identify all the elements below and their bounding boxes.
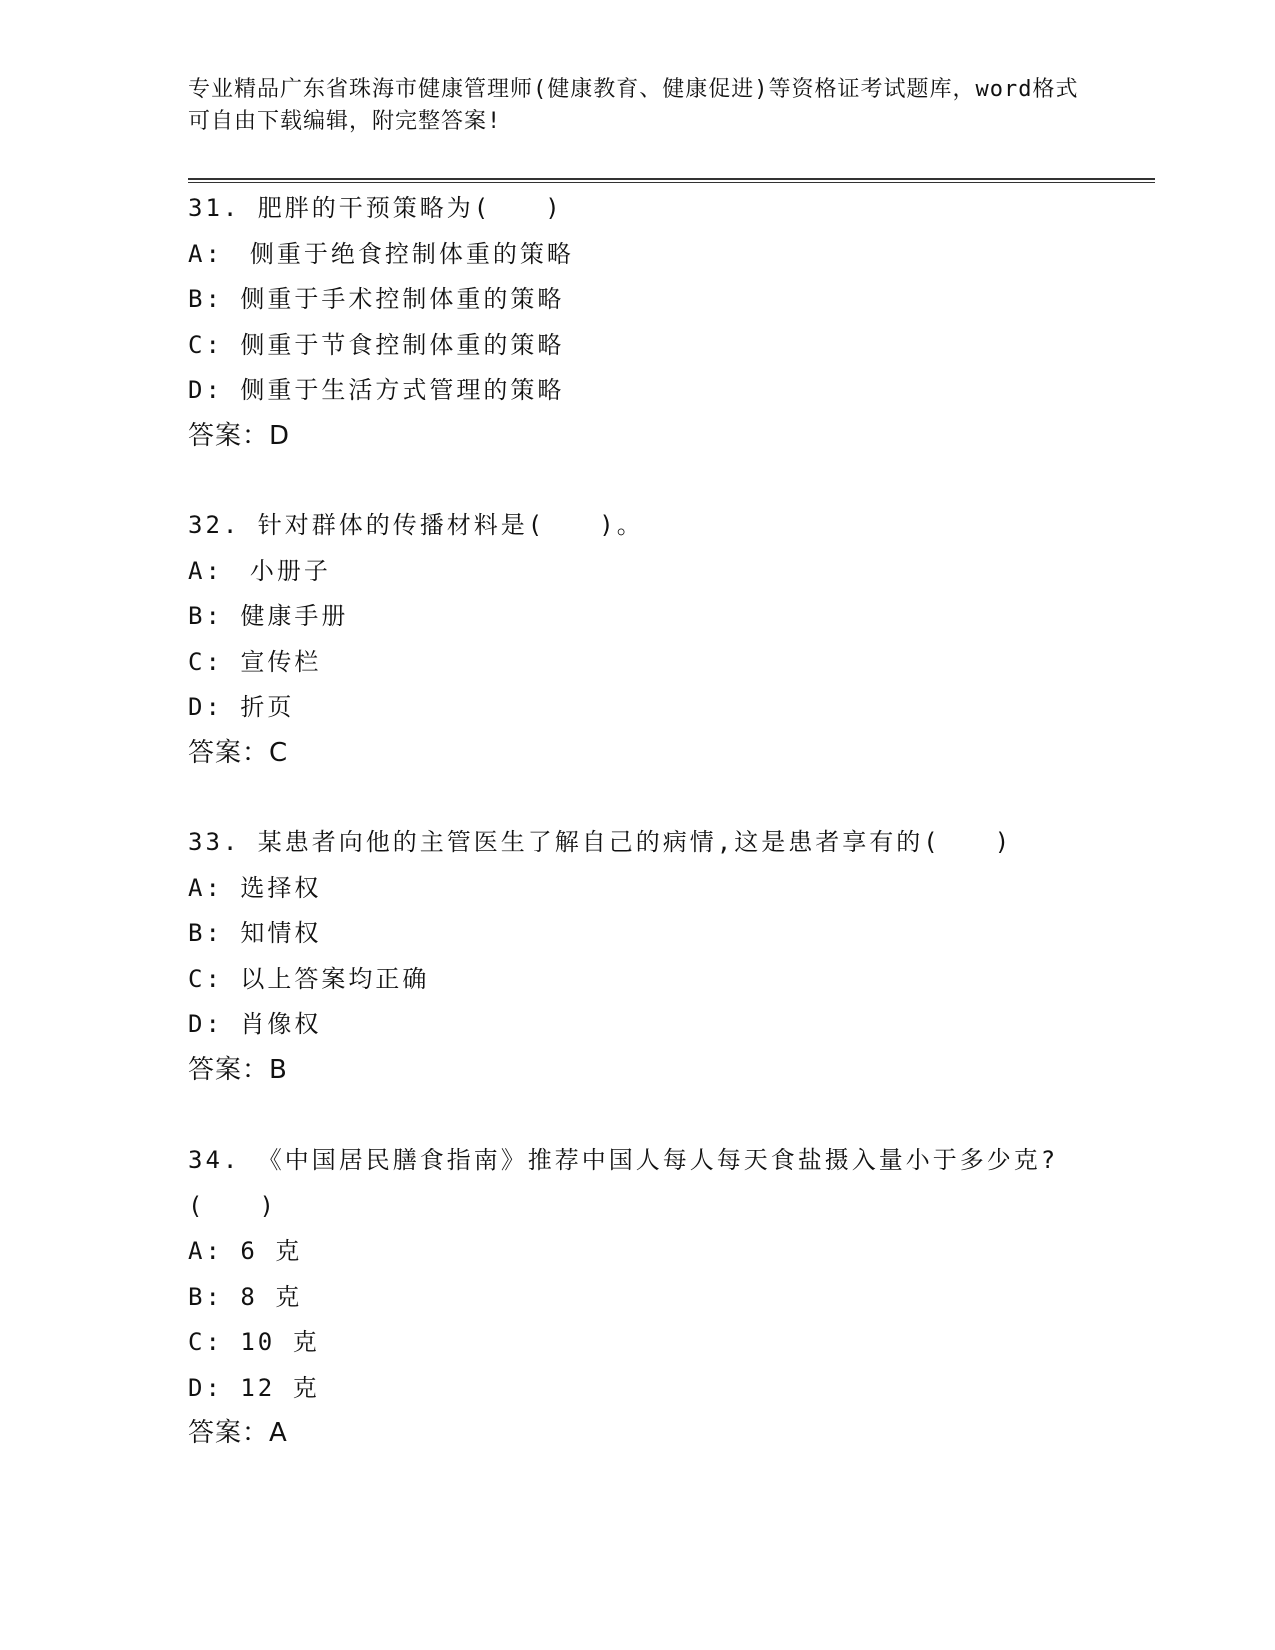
- option-d: D: 侧重于生活方式管理的策略: [188, 376, 565, 404]
- question-stem: 33. 某患者向他的主管医生了解自己的病情,这是患者享有的( ): [188, 828, 1013, 856]
- option-c: C: 10 克: [188, 1328, 320, 1356]
- option-d: D: 折页: [188, 693, 295, 721]
- page-header-text: 专业精品广东省珠海市健康管理师(健康教育、健康促进)等资格证考试题库，word格式可自由下载编辑，附完整答案!: [188, 77, 1079, 134]
- option-b: B: 侧重于手术控制体重的策略: [188, 285, 565, 313]
- option-b: B: 健康手册: [188, 602, 349, 630]
- question-stem: 32. 针对群体的传播材料是( )。: [188, 511, 644, 539]
- answer-label: 答案：B: [188, 1054, 288, 1085]
- answer-label: 答案：D: [188, 420, 291, 451]
- option-a: A: 选择权: [188, 873, 322, 902]
- option-d: D: 肖像权: [188, 1010, 322, 1038]
- question-32: [188, 503, 1138, 776]
- question-31: [188, 186, 1138, 459]
- option-a: A: 侧重于绝食控制体重的策略: [188, 239, 574, 268]
- option-c: C: 宣传栏: [188, 647, 322, 676]
- answer-label: 答案：A: [188, 1418, 288, 1448]
- header-divider: [188, 178, 1155, 183]
- option-c: C: 以上答案均正确: [188, 964, 430, 993]
- option-b: B: 8 克: [188, 1282, 303, 1311]
- option-a: A: 6 克: [188, 1237, 303, 1265]
- question-33: [188, 820, 1138, 1093]
- option-b: B: 知情权: [188, 919, 322, 947]
- option-d: D: 12 克: [188, 1373, 320, 1402]
- question-34: [188, 1137, 1068, 1457]
- question-stem: 31. 肥胖的干预策略为( ): [188, 194, 563, 222]
- option-a: A: 小册子: [188, 556, 331, 585]
- answer-label: 答案：C: [188, 737, 289, 768]
- option-c: C: 侧重于节食控制体重的策略: [188, 330, 565, 359]
- question-stem: 34. 《中国居民膳食指南》推荐中国人每人每天食盐摄入量小于多少克?( ): [188, 1146, 1059, 1220]
